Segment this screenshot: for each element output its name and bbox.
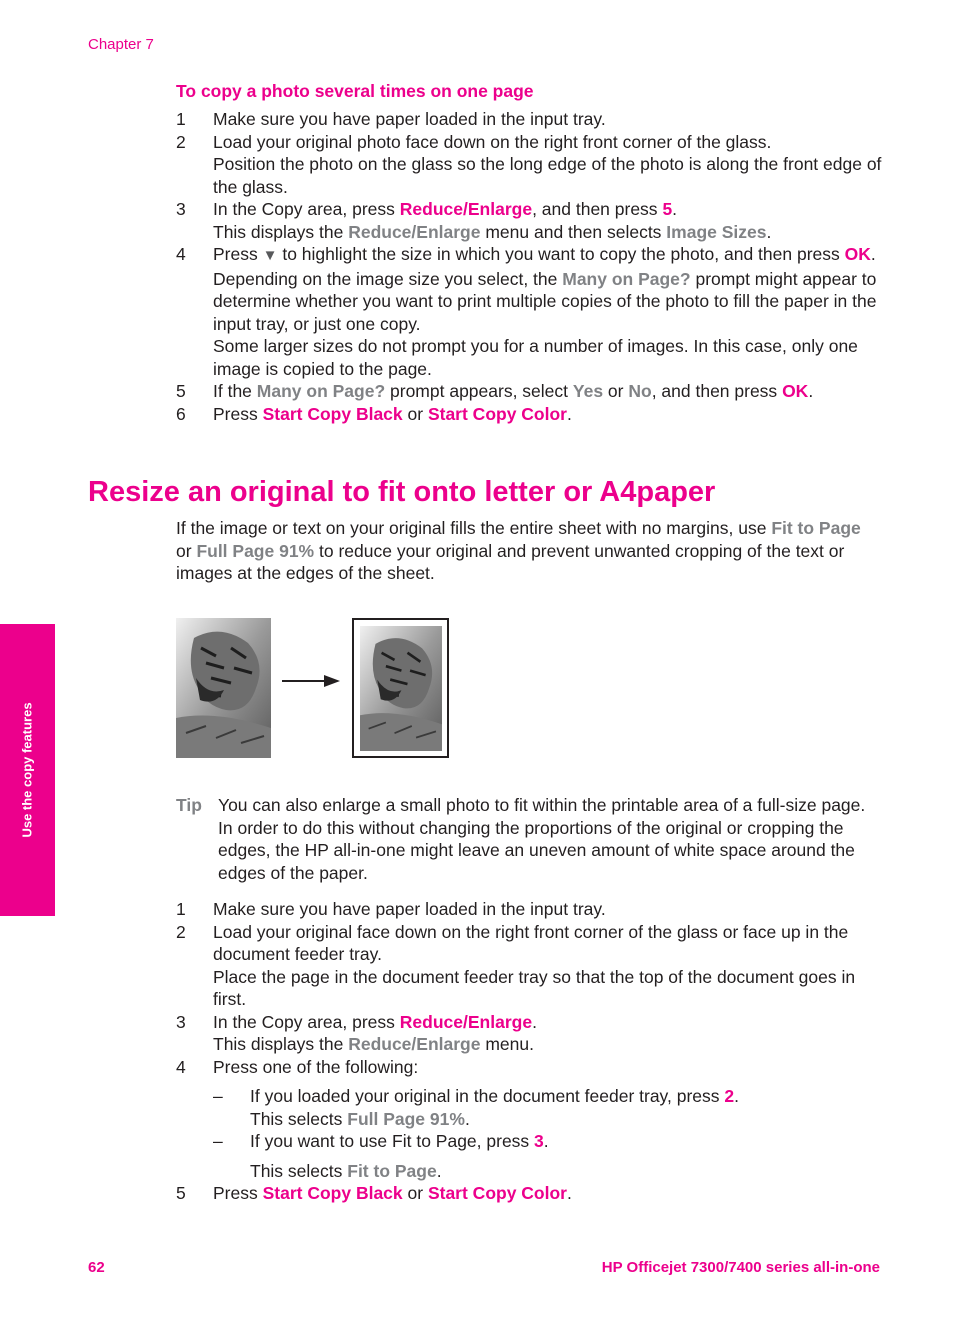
- option-name: Full Page 91%: [347, 1108, 465, 1129]
- key-name: OK: [844, 244, 871, 264]
- side-chapter-tab: [0, 624, 55, 916]
- button-name: Start Copy Color: [427, 1183, 567, 1203]
- step-4: 4 Press one of the following:: [176, 1056, 419, 1077]
- menu-name: Reduce/Enlarge: [348, 1034, 481, 1054]
- original-photo-image: [176, 618, 271, 763]
- key-name: OK: [782, 381, 809, 401]
- step-2: 2 Load your original photo face down on the right front corner of the glass. Position the photo on the glass so the long edge of the photo is along the front edge of the glass.: [176, 131, 882, 197]
- key-name: 3: [534, 1131, 544, 1151]
- button-name: Reduce/Enlarge: [399, 1011, 533, 1032]
- button-name: Start Copy Black: [262, 1183, 403, 1203]
- sub-option-1: – If you loaded your original in the document feeder tray, press 2. This selects Full Page 91%.: [213, 1086, 739, 1129]
- prompt-name: Many on Page?: [256, 381, 386, 401]
- tip-box: [176, 794, 866, 884]
- step-3: 3 In the Copy area, press Reduce/Enlarge, and then press 5. This displays the Reduce/Enlarge menu and then selects Image Sizes.: [176, 199, 772, 242]
- step-note: Position the photo on the glass so the long edge of the photo is along the front edge of the glass.: [213, 154, 882, 197]
- button-name: Reduce/Enlarge: [399, 199, 533, 219]
- chapter-label: Chapter 7: [88, 36, 154, 53]
- option-name: Fit to Page: [771, 518, 861, 538]
- button-name: Start Copy Black: [262, 403, 403, 424]
- side-tab-label: Use the copy features: [19, 702, 35, 838]
- menu-name: Reduce/Enlarge: [348, 221, 481, 242]
- down-arrow-icon: ▼: [262, 247, 278, 264]
- fitted-page-image: [352, 618, 449, 758]
- procedure-1-steps: [176, 108, 886, 425]
- step-1: 1 Make sure you have paper loaded in the input tray.: [176, 109, 606, 129]
- option-name: Fit to Page: [347, 1160, 437, 1181]
- arrow-right-icon: [280, 671, 342, 696]
- option-yes: Yes: [572, 381, 604, 401]
- product-name: HP Officejet 7300/7400 series all-in-one: [601, 1259, 880, 1276]
- option-no: No: [628, 381, 652, 401]
- prompt-name: Many on Page?: [562, 268, 691, 289]
- section-heading: Resize an original to fit onto letter or A4paper: [88, 476, 716, 508]
- step-6: 6 Press Start Copy Black or Start Copy Color.: [176, 403, 572, 424]
- menu-item-name: Image Sizes: [666, 221, 767, 242]
- key-name: 2: [724, 1086, 735, 1106]
- option-name: Full Page 91%: [196, 540, 315, 561]
- step-2: 2 Load your original face down on the right front corner of the glass or face up in the document feeder tray. Place the page in the document feeder tray so that the top of the document goes in first.: [176, 921, 856, 1009]
- procedure-title: To copy a photo several times on one page: [176, 81, 534, 101]
- step-5: 5 If the Many on Page? prompt appears, select Yes or No, and then press OK.: [176, 381, 814, 401]
- step-1: 1 Make sure you have paper loaded in the input tray.: [176, 899, 606, 919]
- tip-text: You can also enlarge a small photo to fit within the printable area of a full-size page. In order to do this without changing the proportions of the original or cropping the edges, the HP all-in-one might leave an uneven amount of white space around the edges of the paper.: [218, 795, 866, 883]
- step-4: 4 Press ▼ to highlight the size in which you want to copy the photo, and then press OK. Depending on the image size you select, the Many on Page? prompt might appear to determine whether you want to print multiple copies of the photo to fill the paper in the input tray, or just one copy. Some larger sizes do not prompt you for a number of images. In this case, only one image is copied to the page.: [176, 244, 877, 379]
- key-name: 5: [662, 199, 673, 219]
- section-intro: If the image or text on your original fills the entire sheet with no margins, use Fit to Page or Full Page 91% to reduce your original and prevent unwanted cropping of the text or images at the edges of the sheet.: [176, 518, 861, 583]
- sub-option-2: – If you want to use Fit to Page, press 3. This selects Fit to Page.: [213, 1131, 549, 1181]
- step-3: 3 In the Copy area, press Reduce/Enlarge. This displays the Reduce/Enlarge menu.: [176, 1011, 537, 1054]
- tip-label: Tip: [176, 795, 202, 815]
- page-number: 62: [88, 1259, 105, 1276]
- button-name: Start Copy Color: [427, 403, 567, 424]
- step-note: Place the page in the document feeder tray so that the top of the document goes in first.: [213, 966, 856, 1009]
- procedure-2-steps: [176, 898, 886, 1205]
- step-5: 5 Press Start Copy Black or Start Copy Color.: [176, 1183, 572, 1203]
